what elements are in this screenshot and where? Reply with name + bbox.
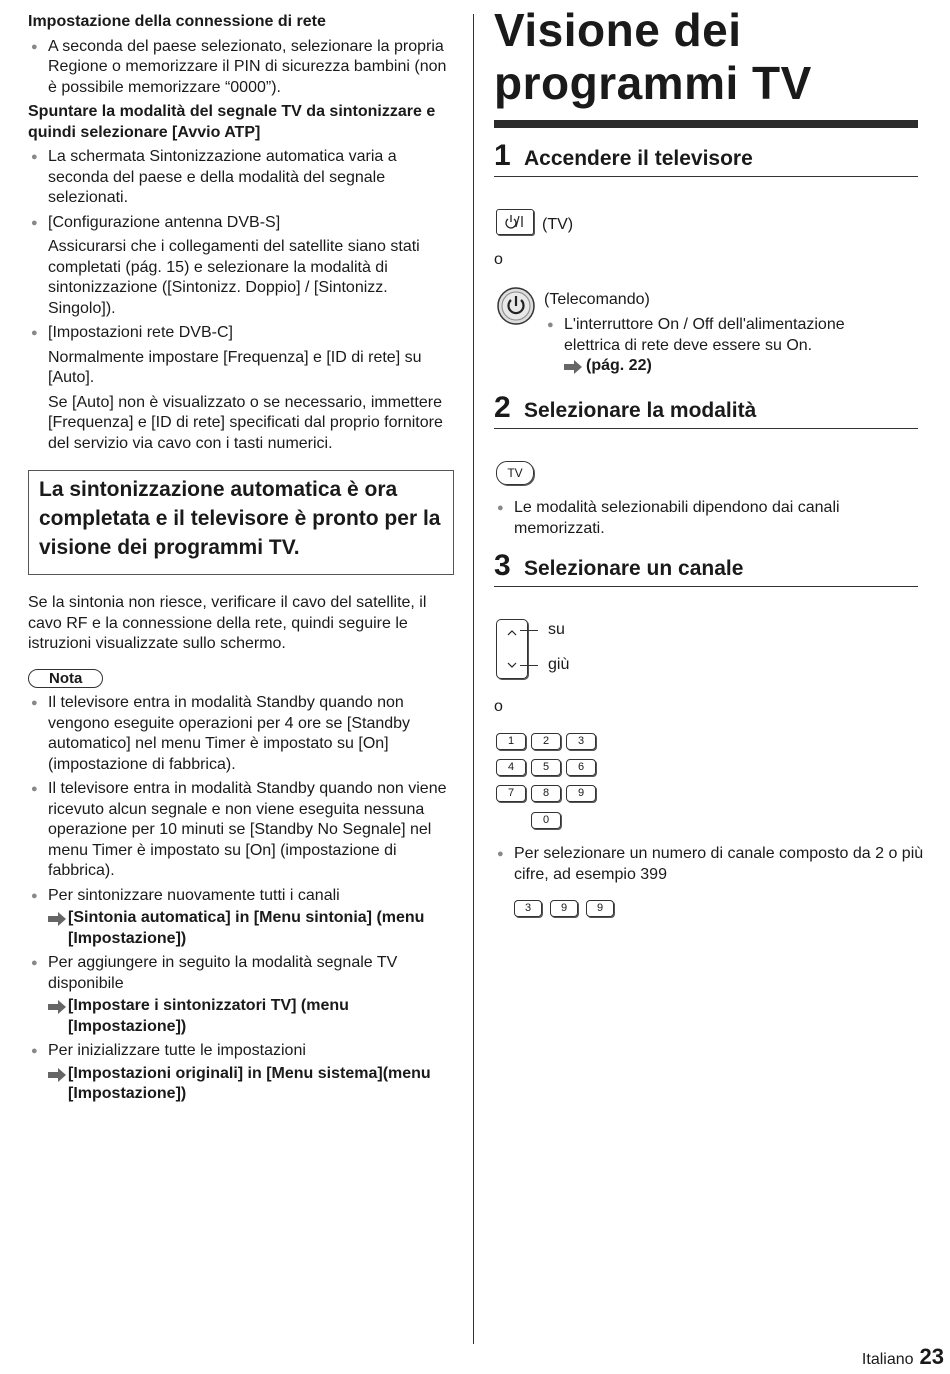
up-label: su (548, 621, 565, 638)
title-rule (494, 120, 918, 128)
para-dvbc-2: Se [Auto] non è visualizzato o se necessario, immettere [Frequenza] e [ID di rete] specificati dal proprio fornitore del servizio via cavo con i tasti numerici. (48, 393, 443, 452)
remote-page-ref-text: (pág. 22) (586, 357, 652, 374)
key-0: 0 (531, 812, 561, 829)
power-icon (496, 286, 536, 326)
remote-label: (Telecomando) (544, 291, 650, 308)
key-5: 5 (531, 759, 561, 776)
left-column (28, 12, 454, 1107)
example-key-3: 3 (514, 900, 542, 917)
ref-original-settings (28, 1064, 454, 1105)
page-footer (862, 1344, 944, 1370)
tv-power-key (496, 209, 534, 235)
heading-signal-mode: Spuntare la modalità del segnale TV da sintonizzare e quindi selezionare [Avvio ATP] (28, 103, 436, 141)
bullet-dvbs: ● [Configurazione antenna DVB-S] (28, 213, 454, 234)
step-2-text: Selezionare la modalità (524, 399, 757, 422)
step-1-heading (494, 139, 918, 177)
step-1-text: Accendere il televisore (524, 147, 753, 170)
key-4: 4 (496, 759, 526, 776)
failure-paragraph: Se la sintonia non riesce, verificare il cavo del satellite, il cavo RF e la connessione della rete, quindi seguire le istruzioni visualizzate sullo schermo. (28, 594, 427, 652)
note-standby-no-signal: ● Il televisore entra in modalità Standby quando non viene ricevuto alcun segnale e non viene eseguita nessuna operazione per 10 minuti se [Standby No Segnale] nel menu Timer è impostato su [On] (impostazione di fabbrica). (28, 779, 454, 882)
step-3-number: 3 (494, 549, 511, 582)
step-2-number: 2 (494, 391, 511, 424)
channel-up-down-icon (497, 620, 527, 678)
up-leader-line (520, 630, 538, 631)
remote-power-button (496, 286, 536, 333)
bullet-dvbc: ● [Impostazioni rete DVB-C] (28, 323, 454, 344)
remote-power-bullet: ● L'interruttore On / Off dell'alimentazione elettrica di rete deve essere su On. (544, 315, 894, 356)
example-key-9a: 9 (550, 900, 578, 917)
step-3-text: Selezionare un canale (524, 557, 744, 580)
arrow-icon (48, 1000, 66, 1014)
key-8: 8 (531, 785, 561, 802)
page-title: Visione dei programmi TV (494, 4, 812, 109)
ref-original-settings-text: [Impostazioni originali] in [Menu sistema](menu [Impostazione]) (68, 1064, 431, 1102)
ref-set-tuners (28, 996, 454, 1037)
ref-auto-tuning (28, 908, 454, 949)
bullet-region-pin: ● A seconda del paese selezionato, selezionare la propria Regione o memorizzare il PIN di sicurezza bambini (non è possibile memorizzare “0000”). (28, 37, 454, 99)
channel-rocker (496, 619, 528, 679)
page-number: 23 (919, 1344, 944, 1369)
footer-language: Italiano (861, 1351, 914, 1368)
remote-page-ref (564, 356, 652, 377)
key-7: 7 (496, 785, 526, 802)
key-6: 6 (566, 759, 596, 776)
ref-auto-tuning-text: [Sintonia automatica] in [Menu sintonia] (menu [Impostazione]) (68, 909, 425, 947)
arrow-icon (564, 360, 582, 374)
heading-network: Impostazione della connessione di rete (28, 13, 326, 30)
key-1: 1 (496, 733, 526, 750)
arrow-icon (48, 912, 66, 926)
step-1-number: 1 (494, 139, 511, 172)
completion-box: La sintonizzazione automatica è ora completata e il televisore è pronto per la visione dei programmi TV. (28, 470, 454, 575)
note-reset: ● Per inizializzare tutte le impostazioni (28, 1041, 454, 1062)
note-add-signal: ● Per aggiungere in seguito la modalità segnale TV disponibile (28, 953, 454, 994)
down-leader-line (520, 665, 538, 666)
key-9: 9 (566, 785, 596, 802)
tv-mode-key (496, 461, 534, 485)
multi-digit-bullet: ● Per selezionare un numero di canale composto da 2 o più cifre, ad esempio 399 (494, 844, 938, 885)
step-3-heading (494, 549, 918, 587)
para-dvbc-1: Normalmente impostare [Frequenza] e [ID di rete] su [Auto]. (48, 348, 422, 386)
note-standby-4h: ● Il televisore entra in modalità Standby quando non vengono eseguite operazioni per 4 ore se [Standby automatico] nel menu Timer è impostato su [On] (impostazione di fabbrica). (28, 693, 454, 775)
bullet-auto-tuning-screen: ● La schermata Sintonizzazione automatica varia a seconda del paese e della modalità del segnale selezionati. (28, 147, 454, 209)
mode-bullet: ● Le modalità selezionabili dipendono dai canali memorizzati. (494, 498, 914, 539)
or-text-1: o (494, 251, 503, 268)
arrow-icon (48, 1068, 66, 1082)
example-key-9b: 9 (586, 900, 614, 917)
right-column (494, 0, 924, 914)
key-2: 2 (531, 733, 561, 750)
ref-set-tuners-text: [Impostare i sintonizzatori TV] (menu [Impostazione]) (68, 997, 349, 1035)
note-retune: ● Per sintonizzare nuovamente tutti i canali (28, 886, 454, 907)
down-label: giù (548, 656, 570, 673)
power-standby-icon (497, 210, 533, 234)
step-2-heading (494, 391, 918, 429)
or-text-2: o (494, 698, 503, 715)
tv-mode-key-label: TV (507, 466, 523, 480)
para-dvbs: Assicurarsi che i collegamenti del satellite siano stati completati (pág. 15) e selezionare la modalità di sintonizzazione ([Sintonizz. Doppio] / [Sintonizz. Singolo]). (48, 238, 420, 317)
column-divider (473, 14, 474, 1344)
note-badge: Nota (28, 669, 103, 688)
key-3: 3 (566, 733, 596, 750)
tv-label: (TV) (542, 216, 574, 233)
